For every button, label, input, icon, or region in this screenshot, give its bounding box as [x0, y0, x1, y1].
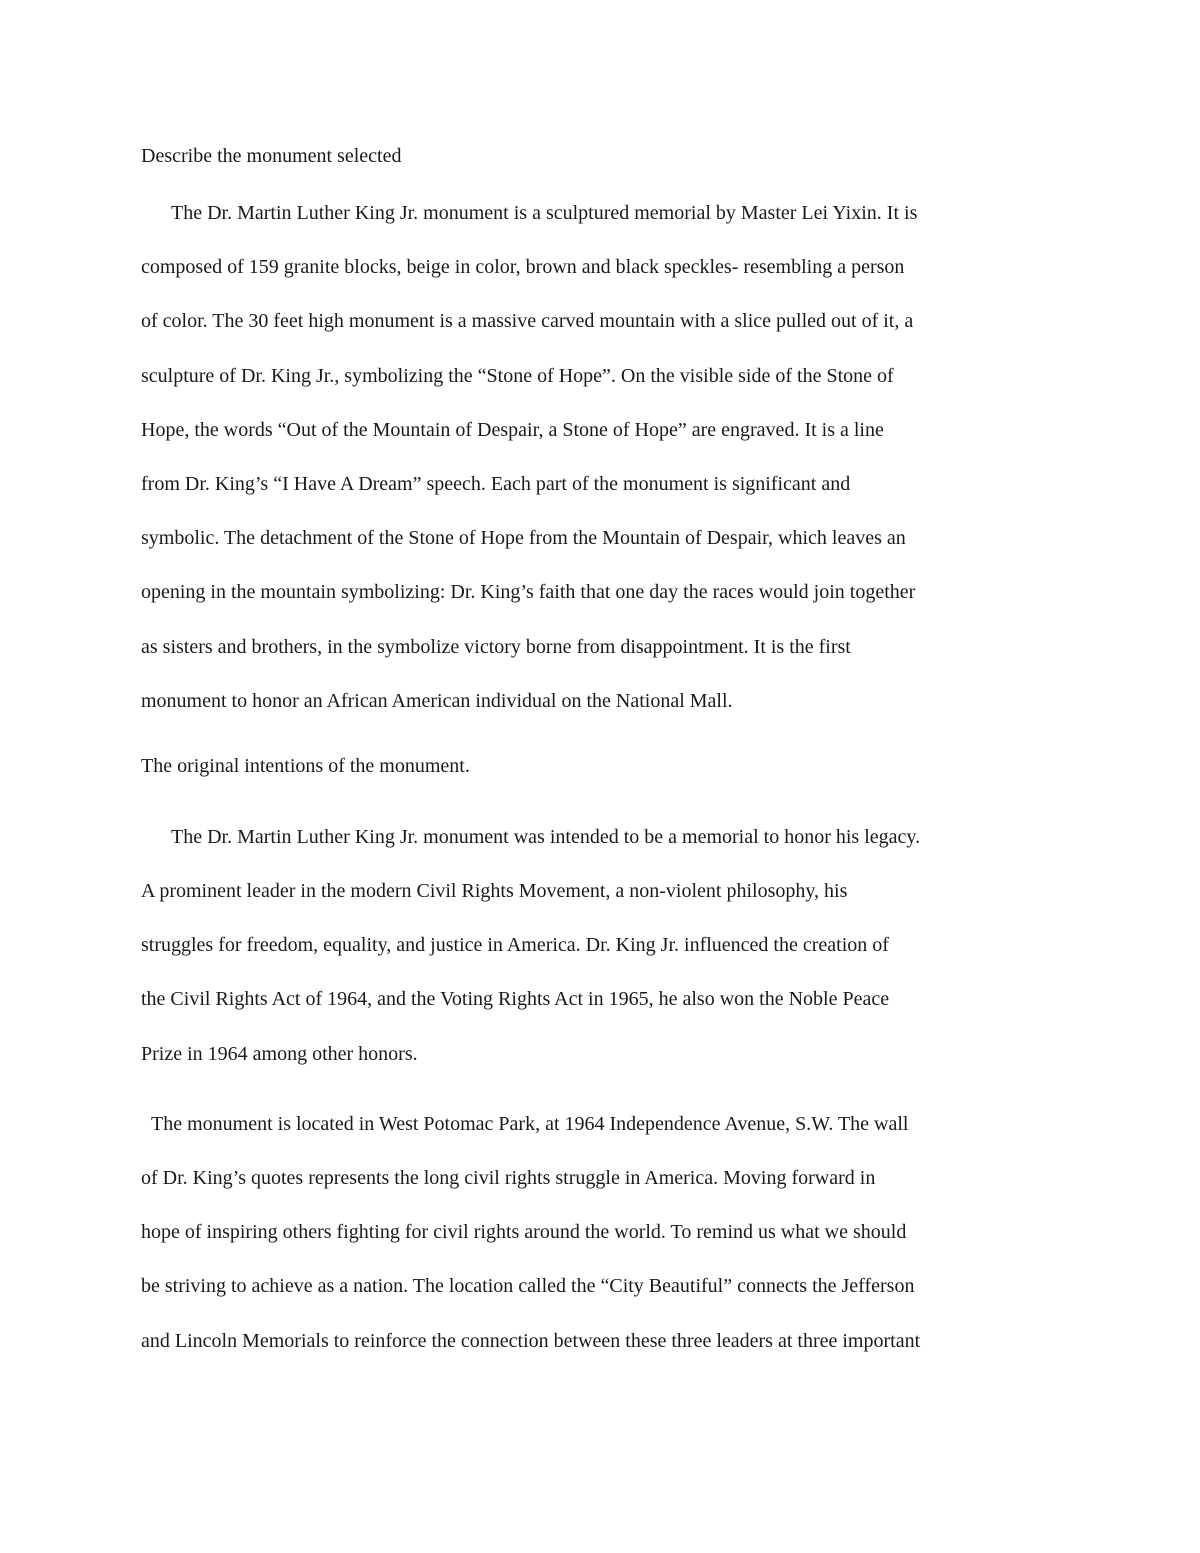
paragraph-line: A prominent leader in the modern Civil Rights Movement, a non-violent philosophy, his	[141, 880, 848, 903]
paragraph-line: The Dr. Martin Luther King Jr. monument is a sculptured memorial by Master Lei Yixin. It is	[171, 202, 918, 224]
paragraph-line: as sisters and brothers, in the symbolize victory borne from disappointment. It is the first	[141, 635, 851, 658]
paragraph-line: be striving to achieve as a nation. The location called the “City Beautiful” connects the Jefferson	[141, 1275, 915, 1298]
paragraph-line: composed of 159 granite blocks, beige in color, brown and black speckles- resembling a person	[141, 256, 905, 279]
paragraph-line: and Lincoln Memorials to reinforce the connection between these three leaders at three important	[141, 1329, 921, 1352]
paragraph-line: of color. The 30 feet high monument is a massive carved mountain with a slice pulled out of it, a	[141, 310, 914, 333]
paragraph-line: Prize in 1964 among other honors.	[141, 1042, 418, 1065]
paragraph-line: sculpture of Dr. King Jr., symbolizing the “Stone of Hope”. On the visible side of the Stone of	[141, 364, 894, 387]
paragraph-location	[141, 1097, 1059, 1368]
paragraph-line: the Civil Rights Act of 1964, and the Voting Rights Act in 1965, he also won the Noble Peace	[141, 988, 890, 1011]
paragraph-line: symbolic. The detachment of the Stone of Hope from the Mountain of Despair, which leaves an	[141, 527, 906, 550]
section-heading-intentions: The original intentions of the monument.	[141, 754, 470, 777]
paragraph-line: opening in the mountain symbolizing: Dr. King’s faith that one day the races would join together	[141, 581, 916, 604]
paragraph-monument-description	[141, 186, 1059, 728]
paragraph-original-intentions	[141, 810, 1059, 1081]
paragraph-line: Hope, the words “Out of the Mountain of Despair, a Stone of Hope” are engraved. It is a line	[141, 418, 884, 441]
paragraph-line: hope of inspiring others fighting for civil rights around the world. To remind us what we should	[141, 1221, 907, 1244]
paragraph-line: The monument is located in West Potomac Park, at 1964 Independence Avenue, S.W. The wall	[151, 1112, 909, 1135]
section-heading-describe: Describe the monument selected	[141, 145, 402, 167]
paragraph-line: The Dr. Martin Luther King Jr. monument was intended to be a memorial to honor his legacy.	[171, 825, 921, 848]
paragraph-line: from Dr. King’s “I Have A Dream” speech. Each part of the monument is significant and	[141, 472, 851, 495]
paragraph-line: monument to honor an African American individual on the National Mall.	[141, 689, 733, 712]
paragraph-line: struggles for freedom, equality, and justice in America. Dr. King Jr. influenced the creation of	[141, 934, 889, 957]
paragraph-line: of Dr. King’s quotes represents the long civil rights struggle in America. Moving forward in	[141, 1167, 876, 1189]
document-body	[141, 136, 1059, 1368]
